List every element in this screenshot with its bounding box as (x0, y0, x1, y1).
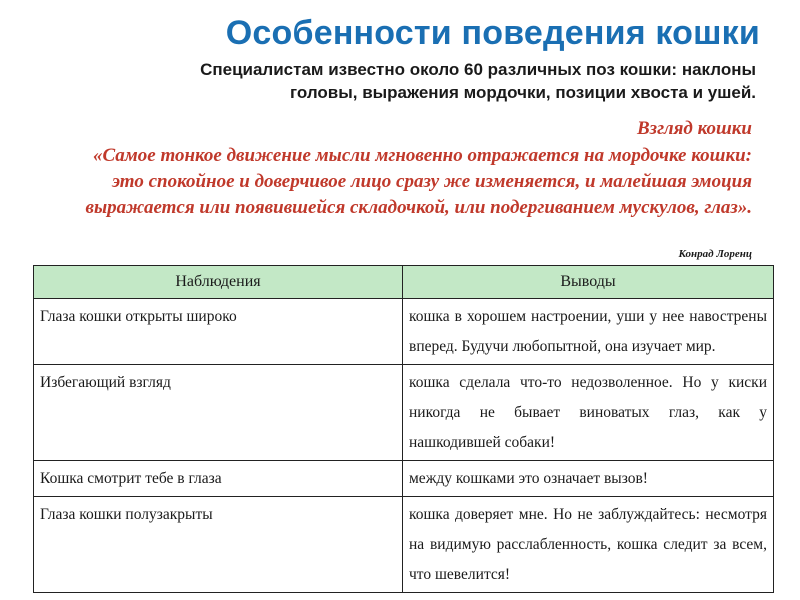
observation-cell: Глаза кошки открыты широко (34, 299, 403, 365)
table-row (34, 299, 774, 365)
column-header-conclusions: Выводы (403, 266, 774, 299)
observations-table (33, 265, 774, 593)
conclusion-cell: кошка сделала что-то недозволенное. Но у киски никогда не бывает виноватых глаз, как у нашкодившей собаки! (403, 365, 774, 461)
conclusion-cell: кошка доверяет мне. Но не заблуждайтесь: несмотря на видимую расслабленность, кошка следит за всем, что шевелится! (403, 497, 774, 593)
quote-title: Взгляд кошки (637, 118, 752, 139)
table-header-row (34, 266, 774, 299)
conclusion-cell: между кошками это означает вызов! (403, 461, 774, 497)
table-row (34, 461, 774, 497)
conclusion-cell: кошка в хорошем настроении, уши у нее навострены вперед. Будучи любопытной, она изучает мир. (403, 299, 774, 365)
page-title: Особенности поведения кошки (225, 14, 760, 52)
quote-author: Конрад Лоренц (678, 248, 752, 260)
column-header-observations: Наблюдения (34, 266, 403, 299)
observation-cell: Кошка смотрит тебе в глаза (34, 461, 403, 497)
observation-cell: Глаза кошки полузакрыты (34, 497, 403, 593)
table-row (34, 497, 774, 593)
table-row (34, 365, 774, 461)
observation-cell: Избегающий взгляд (34, 365, 403, 461)
quote-text: «Самое тонкое движение мысли мгновенно отражается на мордочке кошки: это спокойное и доверчивое лицо сразу же изменяется, и малейшая эмоция выражается или появившейся складочкой, или подергиванием мускулов, глаз». (85, 145, 752, 218)
page-subtitle: Специалистам известно около 60 различных поз кошки: наклоны головы, выражения мордочки, позиции хвоста и ушей. (200, 60, 756, 102)
